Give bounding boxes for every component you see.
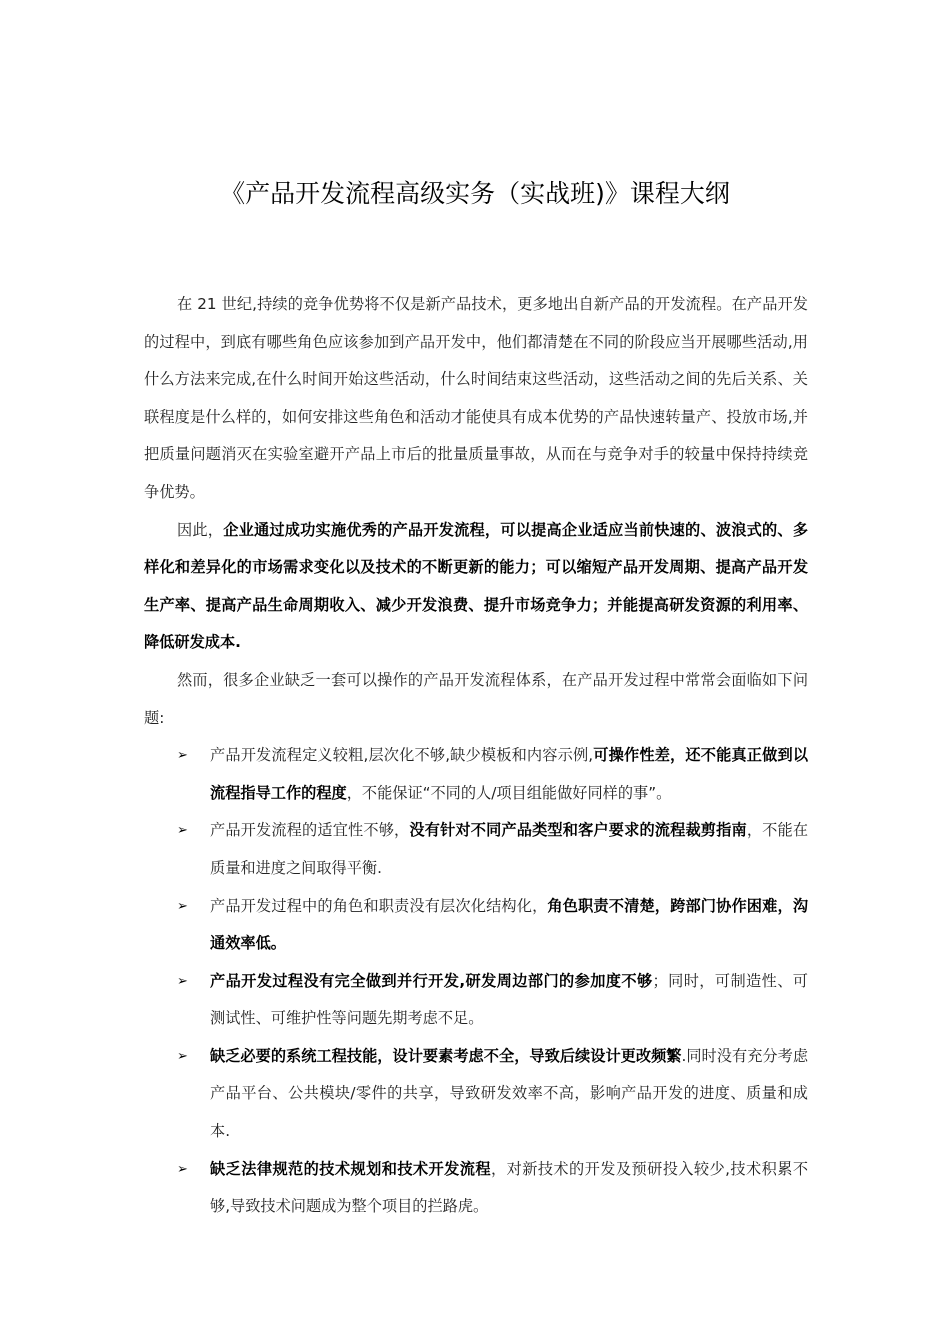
- intro-paragraph: 在 21 世纪,持续的竞争优势将不仅是新产品技术，更多地出自新产品的开发流程。在产品开发的过程中，到底有哪些角色应该参加到产品开发中，他们都清楚在不同的阶段应当开展哪些活动,用什么方法来完成,在什么时间开始这些活动，什么时间结束这些活动，这些活动之间的先后关系、关联程度是什么样的，如何安排这些角色和活动才能使具有成本优势的产品快速转量产、投放市场,并把质量问题消灭在实验室避开产品上市后的批量质量事故，从而在与竞争对手的较量中保持持续竞争优势。: [144, 295, 808, 501]
- document-title: 《产品开发流程高级实务（实战班)》课程大纲: [220, 179, 730, 208]
- issue-text: 产品开发过程中的角色和职责没有层次化结构化，: [210, 896, 548, 915]
- arrow-bullet-icon: ➢: [177, 973, 188, 989]
- issue-list: [144, 737, 808, 1226]
- document-body: [144, 286, 808, 1226]
- issue-item: [144, 737, 808, 812]
- issue-text: ，不能保证“不同的人/项目组能做好同样的事”。: [346, 783, 672, 802]
- therefore-paragraph: [144, 512, 808, 662]
- issue-text: ，不能在质量和进度之间取得平衡.: [210, 821, 809, 877]
- arrow-bullet-icon: ➢: [177, 1161, 188, 1177]
- issue-text: ；同时，可制造性、可测试性、可维护性等问题先期考虑不足。: [210, 971, 808, 1028]
- arrow-bullet-icon: ➢: [177, 898, 188, 914]
- issue-item: [144, 888, 808, 963]
- arrow-bullet-icon: ➢: [177, 748, 188, 764]
- issue-text: 产品开发流程的适宜性不够，: [210, 821, 410, 840]
- issue-item: [144, 812, 808, 887]
- issue-item: [144, 1151, 808, 1226]
- arrow-bullet-icon: ➢: [177, 1048, 188, 1064]
- issue-bold-text: 角色职责不清楚，跨部门协作困难，沟通效率低。: [210, 896, 809, 953]
- issue-text: .同时没有充分考虑产品平台、公共模块/零件的共享，导致研发效率不高，影响产品开发的进度、质量和成本.: [210, 1046, 809, 1141]
- issue-item: [144, 963, 808, 1038]
- issue-item: [144, 1038, 808, 1151]
- therefore-lead: 因此，: [177, 520, 224, 539]
- issue-bold-text: 可操作性差，还不能真正做到以流程指导工作的程度: [210, 746, 809, 802]
- therefore-bold-text: 企业通过成功实施优秀的产品开发流程，可以提高企业适应当前快速的、波浪式的、多样化和差异化的市场需求变化以及技术的不断更新的能力；可以缩短产品开发周期、提高产品开发生产率、提高产品生命周期收入、减少开发浪费、提升市场竞争力；并能提高研发资源的利用率、降低研发成本.: [144, 520, 809, 652]
- issue-text: 产品开发流程定义较粗,层次化不够,缺少模板和内容示例,: [210, 746, 594, 765]
- however-paragraph: 然而，很多企业缺乏一套可以操作的产品开发流程体系，在产品开发过程中常常会面临如下问题:: [144, 670, 808, 727]
- arrow-bullet-icon: ➢: [177, 823, 188, 839]
- issue-bold-text: 产品开发过程没有完全做到并行开发,研发周边部门的参加度不够: [210, 971, 653, 990]
- issue-bold-text: 缺乏必要的系统工程技能，设计要素考虑不全，导致后续设计更改频繁: [210, 1046, 682, 1065]
- issue-bold-text: 没有针对不同产品类型和客户要求的流程裁剪指南: [409, 821, 747, 840]
- issue-text: ，对新技术的开发及预研投入较少,技术积累不够,导致技术问题成为整个项目的拦路虎。: [210, 1159, 809, 1216]
- issue-bold-text: 缺乏法律规范的技术规划和技术开发流程: [210, 1159, 491, 1178]
